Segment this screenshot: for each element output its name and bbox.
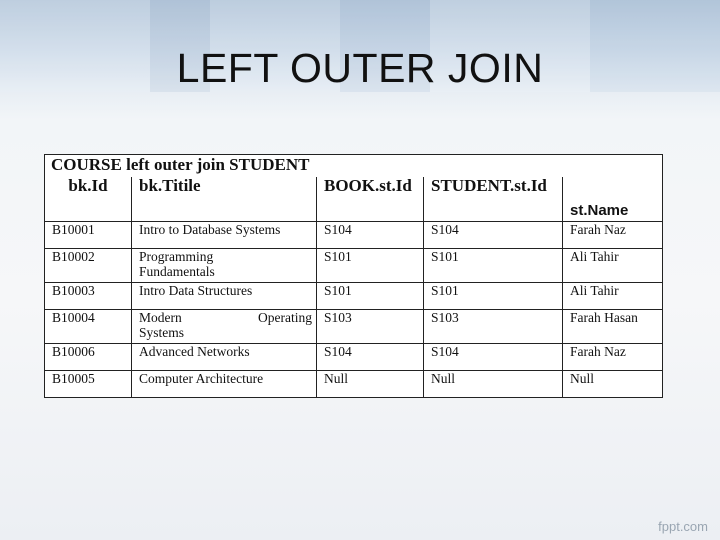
cell-title-line-1: Programming <box>139 249 214 264</box>
cell-st-name: Farah Naz <box>563 344 663 371</box>
table-row <box>45 283 663 310</box>
cell-bkid: B10004 <box>45 310 132 344</box>
slide-title: LEFT OUTER JOIN <box>176 45 544 91</box>
cell-bkid: B10006 <box>45 344 132 371</box>
cell-book-stid: S104 <box>317 344 424 371</box>
cell-st-name: Farah Naz <box>563 222 663 249</box>
table-row <box>45 249 663 283</box>
header-book-stid: BOOK.st.Id <box>317 177 424 222</box>
cell-student-stid: Null <box>424 371 563 398</box>
table-row <box>45 222 663 249</box>
cell-student-stid: S104 <box>424 344 563 371</box>
cell-title <box>132 310 317 344</box>
cell-book-stid: S104 <box>317 222 424 249</box>
table-caption-row <box>45 155 663 178</box>
cell-title-line-2: Fundamentals <box>139 264 215 279</box>
cell-bkid: B10005 <box>45 371 132 398</box>
cell-student-stid: S101 <box>424 249 563 283</box>
header-st-name: st.Name <box>563 177 663 222</box>
cell-title-line-2: Systems <box>139 325 185 340</box>
cell-book-stid: S101 <box>317 249 424 283</box>
cell-title: Computer Architecture <box>132 371 317 398</box>
join-result-table <box>44 154 663 398</box>
cell-bkid: B10001 <box>45 222 132 249</box>
cell-title-word-1: Modern <box>139 310 182 325</box>
header-bkid: bk.Id <box>45 177 132 222</box>
join-result-table-image <box>44 154 662 398</box>
cell-title-word-2: Operating <box>258 310 312 325</box>
header-student-stid: STUDENT.st.Id <box>424 177 563 222</box>
cell-title <box>132 249 317 283</box>
cell-st-name: Farah Hasan <box>563 310 663 344</box>
cell-title: Intro to Database Systems <box>132 222 317 249</box>
table-row <box>45 344 663 371</box>
cell-title: Advanced Networks <box>132 344 317 371</box>
header-title: bk.Titile <box>132 177 317 222</box>
table-header-row <box>45 177 663 222</box>
cell-book-stid: S103 <box>317 310 424 344</box>
cell-title-line-1 <box>139 310 316 325</box>
cell-title: Intro Data Structures <box>132 283 317 310</box>
cell-book-stid: Null <box>317 371 424 398</box>
cell-student-stid: S104 <box>424 222 563 249</box>
table-row <box>45 310 663 344</box>
table-caption: COURSE left outer join STUDENT <box>45 155 663 178</box>
cell-st-name: Ali Tahir <box>563 283 663 310</box>
footer-logo: fppt.com <box>658 519 708 534</box>
cell-student-stid: S101 <box>424 283 563 310</box>
cell-book-stid: S101 <box>317 283 424 310</box>
cell-student-stid: S103 <box>424 310 563 344</box>
cell-st-name: Ali Tahir <box>563 249 663 283</box>
cell-bkid: B10003 <box>45 283 132 310</box>
table-row <box>45 371 663 398</box>
cell-st-name: Null <box>563 371 663 398</box>
cell-bkid: B10002 <box>45 249 132 283</box>
